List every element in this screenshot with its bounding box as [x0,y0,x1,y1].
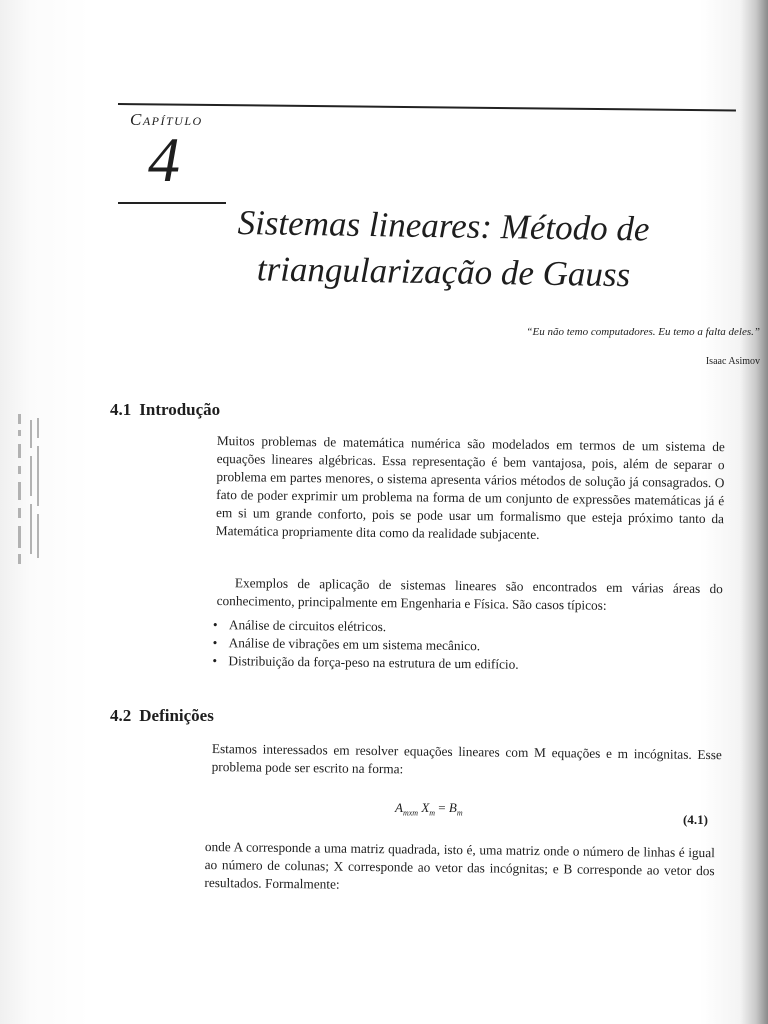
top-rule [118,103,736,111]
chapter-title [237,200,738,300]
equation-vector-b: B [448,800,457,815]
chapter-title-line1: Sistemas lineares: Método de [237,202,650,249]
equation-vector-x: X [421,800,430,815]
applications-list [212,616,673,676]
epigraph-quote: “Eu não temo computadores. Eu temo a falta deles.” [526,326,760,338]
equation-matrix-a: A [395,800,403,815]
chapter-title-line2: triangularização de Gauss [256,249,631,295]
margin-stamp-mark [14,410,44,570]
equation-equals: = [438,800,446,815]
paragraph-intro-1: Muitos problemas de matemática numérica são modelados em termos de um sistema de equações lineares algébricas. Essa representação é bem vantajosa, pois, além de separar o problema em partes menores, o sistema apresenta vários métodos de solução já consagrados. O fato de poder exprimir um problema na forma de um conjunto de expressões matemáticas já é em si um grande conforto, pois se pode usar um formalismo que esteja próximo tanto da Matemática propriamente dita como da realidade subjacente. [215,432,725,542]
section-title: Introdução [139,400,221,419]
section-heading-definicoes [110,706,214,726]
section-title: Definições [139,706,214,725]
chapter-label: Capítulo [130,110,203,129]
equation-subscript: mxm [402,808,419,818]
equation-subscript: m [456,808,463,818]
chapter-number: 4 [148,124,180,195]
paragraph-intro-2 [217,574,723,616]
paragraph-definitions-2: onde A corresponde a uma matriz quadrada, isto é, uma matriz onde o número de linhas é igual ao número de colunas; X corresponde ao vetor das incógnitas; e B corresponde ao vetor dos resultados. Formalmente: [204,838,715,892]
paragraph-definitions-1: Estamos interessados em resolver equações lineares com M equações e m incógnitas. Esse problema pode ser escrito na forma: [211,740,722,777]
equation-number: (4.1) [683,812,708,827]
equation-subscript: m [429,808,436,818]
list-item: • Análise de circuitos elétricos. [213,616,673,640]
chapter-number-rule [118,202,226,204]
list-item: • Distribuição da força-peso na estrutura de um edifício. [212,652,672,676]
epigraph-author: Isaac Asimov [705,356,760,367]
section-number: 4.1 [110,400,132,419]
section-heading-introducao [110,400,220,420]
section-number: 4.2 [110,706,132,725]
equation [395,800,463,818]
paragraph-intro-2-text: Exemplos de aplicação de sistemas lineares são encontrados em várias áreas do conhecimento, principalmente em Engenharia e Física. São casos típicos: [216,575,723,613]
list-item: • Análise de vibrações em um sistema mecânico. [213,634,673,658]
